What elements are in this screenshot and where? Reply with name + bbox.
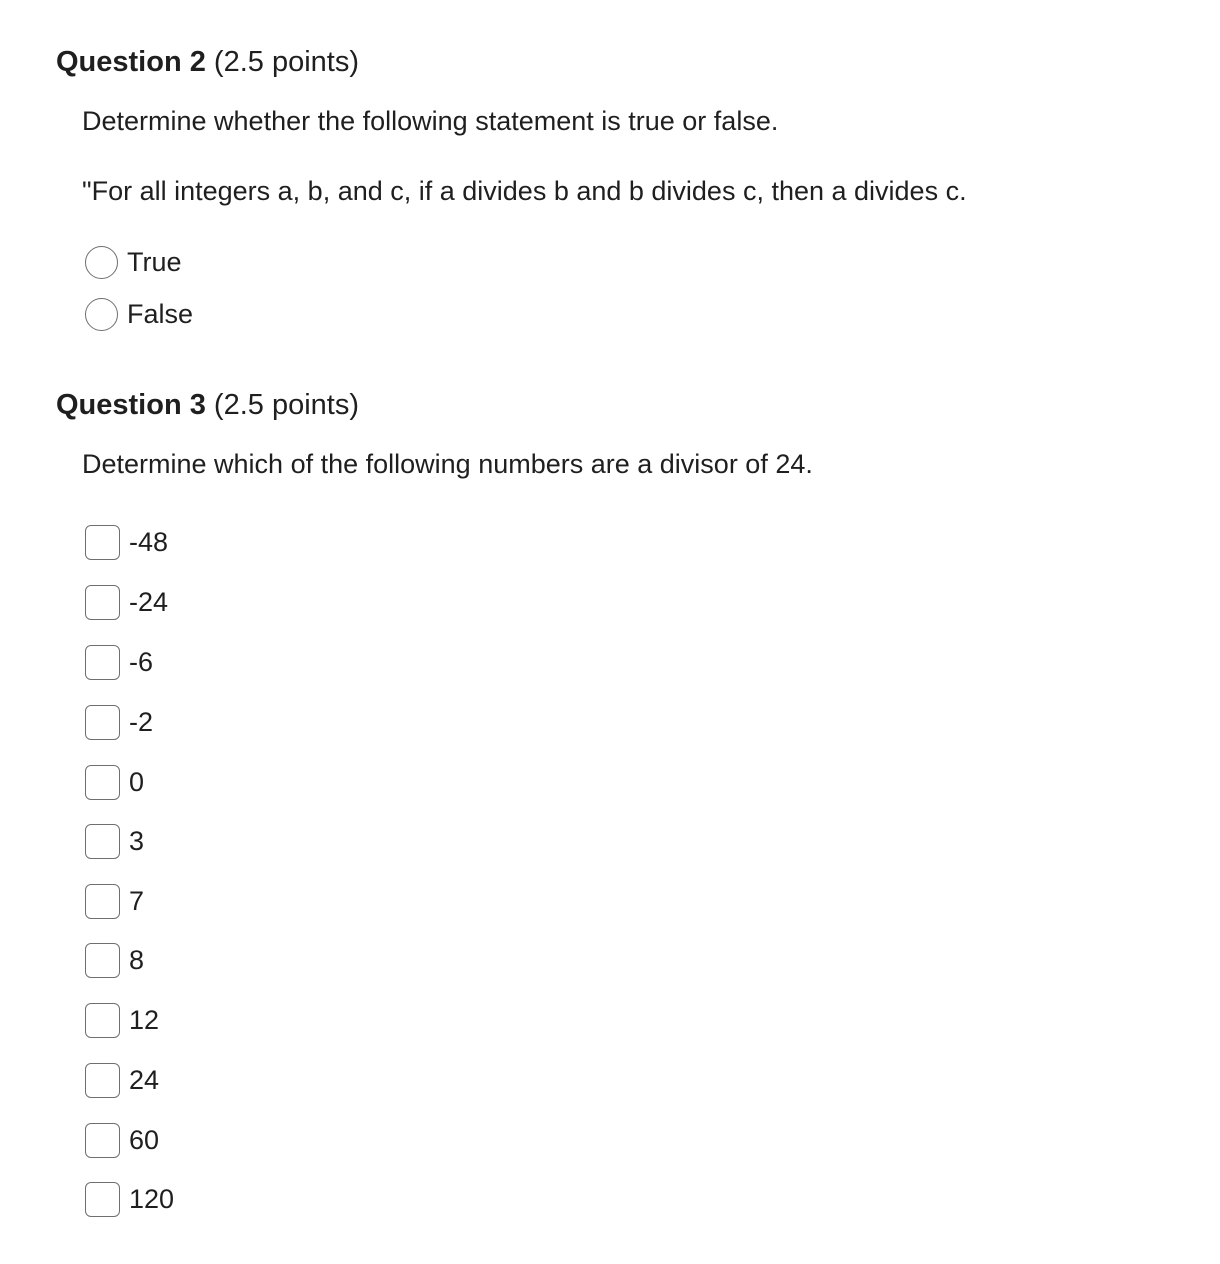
radio-button[interactable] <box>85 298 118 331</box>
radio-button[interactable] <box>85 246 118 279</box>
option-label[interactable]: 12 <box>129 1005 160 1035</box>
checkbox[interactable] <box>85 525 120 560</box>
checkbox[interactable] <box>85 765 120 800</box>
option-label[interactable]: 120 <box>129 1184 175 1214</box>
checkbox[interactable] <box>85 1003 120 1038</box>
checkbox-option[interactable] <box>85 703 153 741</box>
question-prompt: Determine which of the following numbers are a divisor of 24. <box>82 449 813 479</box>
option-label[interactable]: 8 <box>129 945 145 975</box>
question-number: Question 3 <box>56 389 206 421</box>
radio-option-false[interactable] <box>85 295 193 333</box>
checkbox[interactable] <box>85 943 120 978</box>
checkbox-option[interactable] <box>85 1180 174 1218</box>
checkbox-option[interactable] <box>85 882 144 920</box>
checkbox[interactable] <box>85 585 120 620</box>
option-label[interactable]: -6 <box>129 647 154 677</box>
checkbox[interactable] <box>85 884 120 919</box>
option-label[interactable]: -24 <box>129 587 169 617</box>
option-label[interactable]: -2 <box>129 707 154 737</box>
checkbox-option[interactable] <box>85 1001 159 1039</box>
checkbox-option[interactable] <box>85 1061 159 1099</box>
question-number: Question 2 <box>56 46 206 78</box>
option-label[interactable]: 3 <box>129 826 145 856</box>
radio-option-true[interactable] <box>85 243 182 281</box>
question-prompt: Determine whether the following statement is true or false. <box>82 106 779 136</box>
checkbox-option[interactable] <box>85 822 144 860</box>
option-label[interactable]: -48 <box>129 527 169 557</box>
checkbox[interactable] <box>85 705 120 740</box>
checkbox[interactable] <box>85 824 120 859</box>
checkbox-option[interactable] <box>85 523 168 561</box>
option-label[interactable]: True <box>127 247 182 277</box>
checkbox-option[interactable] <box>85 763 144 801</box>
option-label[interactable]: 60 <box>129 1125 160 1155</box>
checkbox[interactable] <box>85 1063 120 1098</box>
question-points: (2.5 points) <box>213 389 359 421</box>
option-label[interactable]: 0 <box>129 767 145 797</box>
checkbox-option[interactable] <box>85 643 153 681</box>
checkbox[interactable] <box>85 645 120 680</box>
question-2 <box>56 44 1156 329</box>
option-label[interactable]: 7 <box>129 886 145 916</box>
option-label[interactable]: False <box>127 299 194 329</box>
checkbox-option[interactable] <box>85 583 168 621</box>
checkbox-option[interactable] <box>85 941 144 979</box>
question-title <box>56 44 1156 80</box>
checkbox[interactable] <box>85 1123 120 1158</box>
question-title <box>56 387 1156 423</box>
checkbox[interactable] <box>85 1182 120 1217</box>
question-statement: "For all integers a, b, and c, if a divides b and b divides c, then a divides c. <box>82 176 967 206</box>
question-3 <box>56 387 1156 1214</box>
question-points: (2.5 points) <box>213 46 359 78</box>
checkbox-option[interactable] <box>85 1121 159 1159</box>
option-label[interactable]: 24 <box>129 1065 160 1095</box>
